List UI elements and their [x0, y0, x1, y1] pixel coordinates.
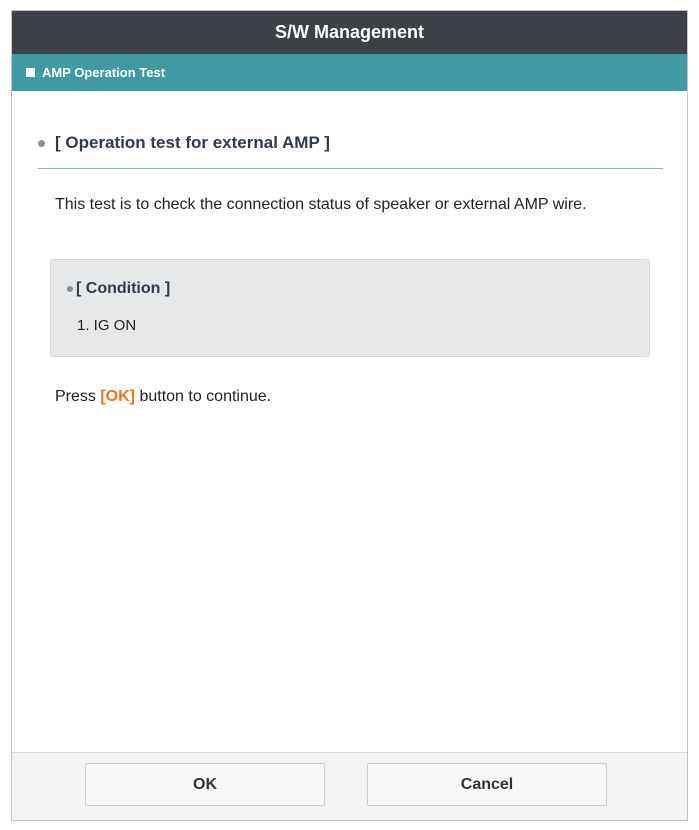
bullet-dot-icon: [67, 286, 73, 292]
square-icon: [26, 68, 35, 77]
window-title: S/W Management: [274, 22, 425, 42]
section-heading: [38, 129, 330, 157]
instruction-suffix: button to continue.: [135, 388, 272, 405]
section-heading-text: [ Operation test for external AMP ]: [55, 133, 330, 152]
instruction-ok-highlight: [OK]: [100, 388, 135, 405]
ok-button[interactable]: OK: [85, 763, 325, 806]
cancel-button[interactable]: Cancel: [367, 763, 607, 806]
condition-item: 1. IG ON: [77, 317, 137, 334]
condition-heading-text: [ Condition ]: [76, 280, 171, 297]
subheader-label: AMP Operation Test: [42, 65, 166, 80]
section-description: This test is to check the connection status of speaker or external AMP wire.: [55, 196, 587, 213]
subheader-bar: [12, 54, 687, 91]
section-divider: [38, 168, 663, 169]
condition-box: [50, 259, 650, 357]
condition-heading: [67, 280, 170, 298]
bullet-dot-icon: [38, 140, 45, 147]
instruction-prefix: Press: [55, 388, 101, 405]
button-footer: [12, 752, 687, 820]
title-bar: [12, 11, 687, 54]
dialog-window: [11, 10, 688, 821]
instruction-text: [55, 388, 271, 406]
